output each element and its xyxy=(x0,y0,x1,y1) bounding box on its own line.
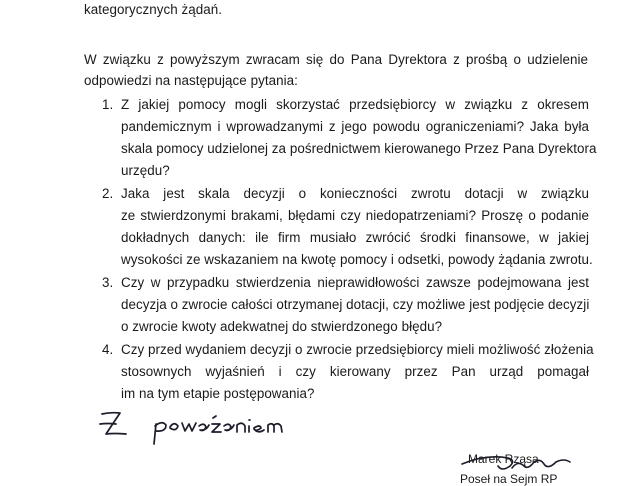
question-1-line-1: Z jakiej pomocy mogli skorzystać przedsiębiorcy w związku z okresem xyxy=(121,97,589,112)
question-4-line-2: stosownych wyjaśnień i czy kierowany przez Pan urząd pomagał xyxy=(121,364,589,379)
question-4-line-1: Czy przed wydaniem decyzji o zwrocie przedsiębiorcy mieli możliwość złożenia xyxy=(121,342,594,357)
text-line: kategorycznych żądań. xyxy=(84,2,223,17)
question-2-line-2: ze stwierdzonymi brakami, błędami czy niedopatrzeniami? Proszę o podanie xyxy=(121,208,589,223)
question-number: 3. xyxy=(102,275,114,290)
intro-line-1: W związku z powyższym zwracam się do Pana Dyrektora z prośbą o udzielenie xyxy=(84,52,588,67)
question-1-line-4: urzędu? xyxy=(121,163,170,178)
question-3-line-3: o zwrocie kwoty adekwatnej do stwierdzonego błędu? xyxy=(121,319,443,334)
question-number: 4. xyxy=(102,342,114,357)
question-number: 2. xyxy=(102,186,114,201)
question-3-line-2: decyzja o zwrocie całości otrzymanej dotacji, czy możliwe jest podjęcie decyzji xyxy=(121,297,590,312)
signatory-name: Marek Rząsa xyxy=(468,452,539,466)
question-number: 1. xyxy=(102,97,114,112)
question-1-line-2: pandemicznym i wprowadzanymi z jego powodu ograniczeniami? Jaka była xyxy=(121,119,589,134)
question-2-line-1: Jaka jest skala decyzji o konieczności zwrotu dotacji w związku xyxy=(121,186,589,201)
question-2-line-4: wysokości ze wskazaniem na kwotę pomocy i odsetki, powody żądania zwrotu. xyxy=(121,252,593,267)
question-2-line-3: dokładnych danych: ile firm musiało zwrócić środki finansowe, w jakiej xyxy=(121,230,589,245)
question-4-line-3: im na tym etapie postępowania? xyxy=(121,386,315,401)
question-3-line-1: Czy w przypadku stwierdzenia nieprawidłowości zawsze podejmowana jest xyxy=(121,275,589,290)
signatory-title: Poseł na Sejm RP xyxy=(460,472,558,486)
question-1-line-3: skala pomocy udzielonej za pośrednictwem kierowanego Przez Pana Dyrektora xyxy=(121,141,597,156)
handwritten-closing xyxy=(96,404,306,450)
intro-line-2: odpowiedzi na następujące pytania: xyxy=(84,73,298,88)
